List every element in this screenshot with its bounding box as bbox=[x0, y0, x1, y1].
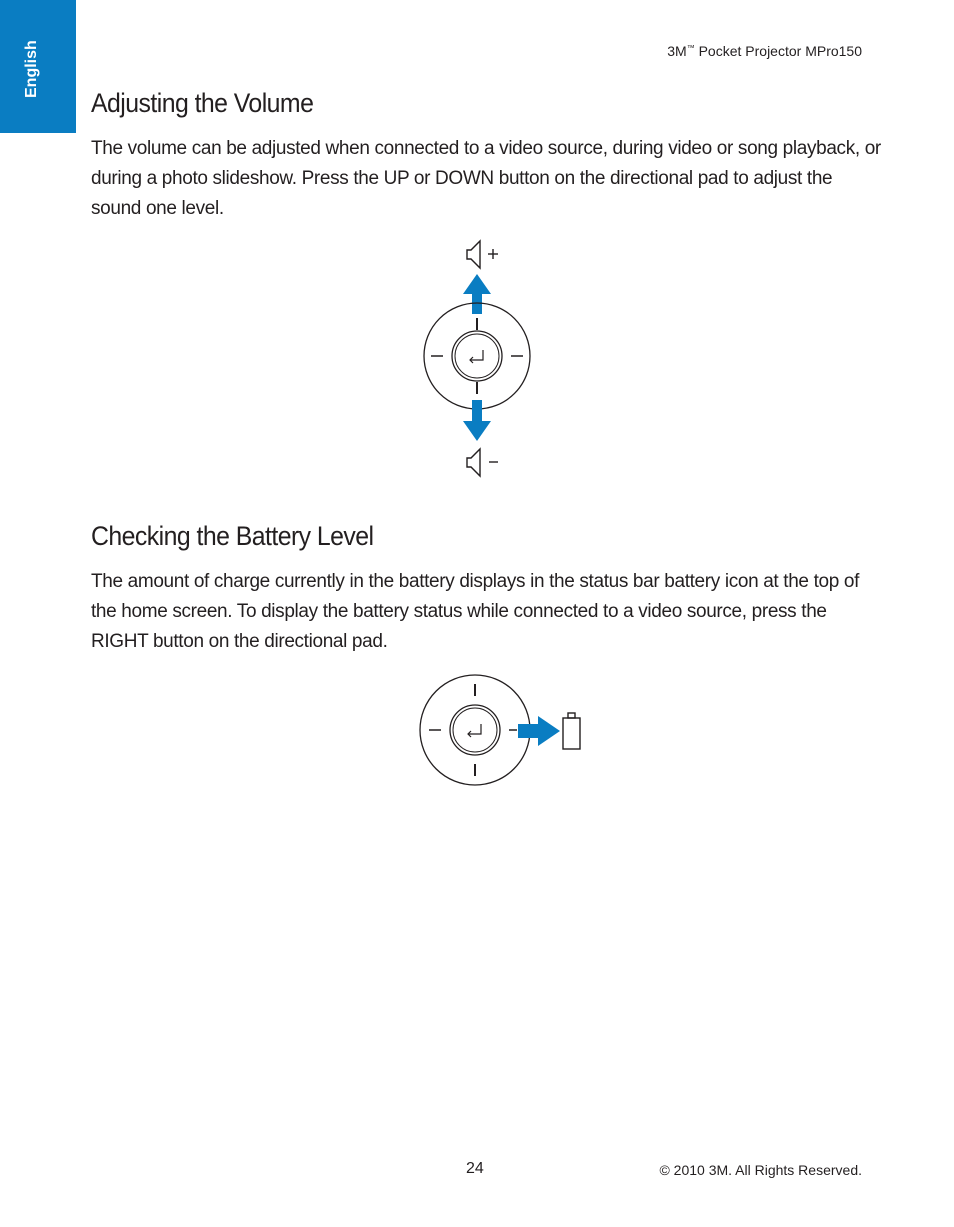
language-tab bbox=[0, 0, 76, 133]
down-arrow-icon bbox=[463, 400, 491, 441]
up-arrow-icon bbox=[463, 274, 491, 314]
volume-dpad-figure bbox=[410, 234, 550, 484]
running-header bbox=[667, 43, 862, 59]
copyright-notice: © 2010 3M. All Rights Reserved. bbox=[659, 1162, 862, 1178]
page-number: 24 bbox=[466, 1160, 484, 1177]
volume-up-icon bbox=[467, 241, 498, 268]
section-body-volume: The volume can be adjusted when connected to a video source, during video or song playback, or during a photo slideshow. Press the UP or DOWN button on the directional pad to adjust the sound one level. bbox=[91, 138, 881, 219]
section-title-volume: Adjusting the Volume bbox=[91, 88, 314, 118]
language-tab-label: English bbox=[23, 40, 40, 98]
volume-down-icon bbox=[467, 449, 498, 476]
directional-pad-icon bbox=[420, 675, 530, 785]
right-arrow-icon bbox=[518, 716, 560, 746]
section-body-battery: The amount of charge currently in the battery displays in the status bar battery icon at the top of the home screen. To display the battery status while connected to a video source, press the RIGHT button on the directional pad. bbox=[91, 571, 860, 652]
section-title-battery: Checking the Battery Level bbox=[91, 521, 374, 551]
battery-icon bbox=[563, 713, 580, 749]
directional-pad-icon bbox=[424, 303, 530, 409]
battery-dpad-figure bbox=[410, 672, 590, 792]
enter-icon bbox=[468, 724, 481, 737]
product-name: 3M™ Pocket Projector MPro150 bbox=[667, 43, 862, 59]
enter-icon bbox=[470, 350, 483, 363]
